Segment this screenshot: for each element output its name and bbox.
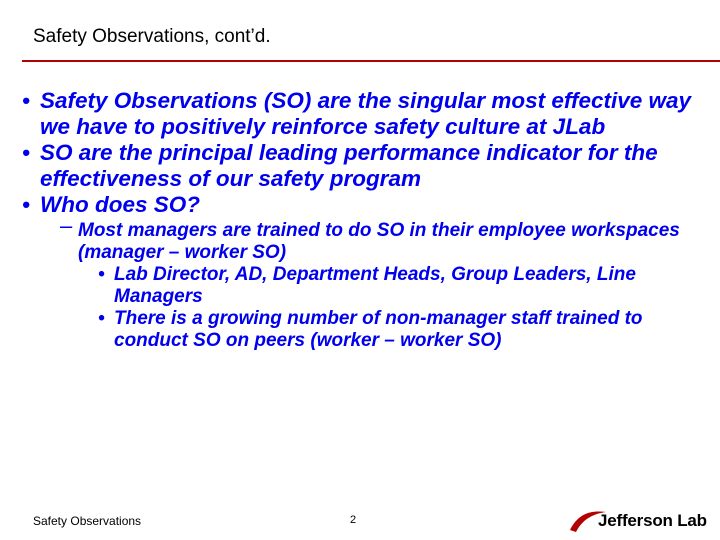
sub-sub-bullet-item xyxy=(22,308,712,352)
sub-sub-bullet-item xyxy=(22,264,712,308)
title-divider xyxy=(22,60,720,62)
bullet-item xyxy=(22,192,712,218)
bullet-item xyxy=(22,140,712,192)
bullet-text: Who does SO? xyxy=(40,192,200,217)
logo-text: Jefferson Lab xyxy=(598,511,707,530)
sub-sub-bullet-text: There is a growing number of non-manager staff trained to conduct SO on peers (worker – worker SO) xyxy=(114,308,643,351)
sub-bullet-text: Most managers are trained to do SO in their employee workspaces (manager – worker SO) xyxy=(78,220,680,263)
bullet-glyph: • xyxy=(22,140,30,165)
bullet-glyph: • xyxy=(22,88,30,113)
jefferson-lab-logo xyxy=(568,508,707,534)
bullet-item xyxy=(22,88,712,140)
slide-title: Safety Observations, cont’d. xyxy=(33,26,271,47)
bullet-text: SO are the principal leading performance indicator for the effectiveness of our safety program xyxy=(40,140,658,191)
dash-glyph: – xyxy=(60,213,73,238)
page-number: 2 xyxy=(350,514,357,526)
bullet-glyph: • xyxy=(22,192,30,217)
bullet-text: Safety Observations (SO) are the singular most effective way we have to positively reinforce safety culture at JLab xyxy=(40,88,692,139)
bullet-glyph: • xyxy=(98,264,105,285)
sub-bullet-item xyxy=(22,213,712,264)
slide-content xyxy=(22,88,712,352)
sub-sub-bullet-text: Lab Director, AD, Department Heads, Group Leaders, Line Managers xyxy=(114,264,636,307)
footer-label: Safety Observations xyxy=(33,514,142,528)
bullet-glyph: • xyxy=(98,308,105,329)
